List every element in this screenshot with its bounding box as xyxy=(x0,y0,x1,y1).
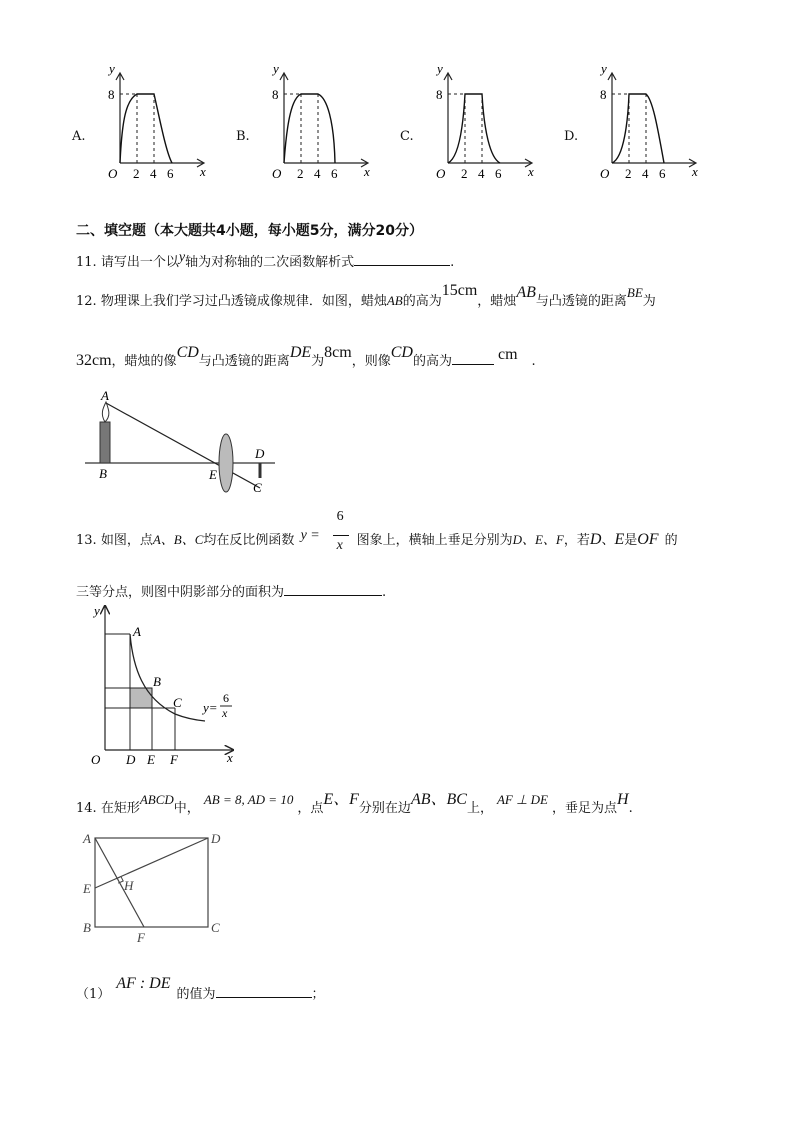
q12-text: 为 xyxy=(642,294,656,309)
axis-label-x: x xyxy=(200,164,206,179)
question-12-line2 xyxy=(76,344,536,369)
q12-text: ，蜡烛 xyxy=(477,294,517,309)
x-tick-label: 4 xyxy=(478,166,485,181)
rectangle-abcd xyxy=(95,838,208,927)
x-tick-label: 2 xyxy=(461,166,468,181)
q12-cd: CD xyxy=(176,344,199,361)
section-heading: 二、填空题（本大题共4小题，每小题5分，满分20分） xyxy=(76,223,423,239)
q14-text: ，点 xyxy=(297,801,324,816)
q12-text: 为 xyxy=(311,354,325,369)
q13-d: D xyxy=(589,531,602,548)
x-tick-label: 6 xyxy=(495,166,502,181)
question-14-part-1 xyxy=(76,975,325,1002)
axis-label-y: y xyxy=(273,61,279,76)
q12-cd: CD xyxy=(390,344,413,361)
x-tick-label: 2 xyxy=(133,166,140,181)
q12-text: 物理课上我们学习过凸透镜成像规律．如图，蜡烛 xyxy=(100,294,387,309)
rectangle-figure xyxy=(80,830,240,950)
axis-label-y: y xyxy=(601,61,607,76)
question-14 xyxy=(76,791,633,816)
label-e: E xyxy=(209,467,217,482)
q11-end: . xyxy=(450,255,455,270)
fraction-bar xyxy=(333,535,349,536)
label-b: B xyxy=(99,466,107,481)
lens xyxy=(219,434,233,492)
origin-label: O xyxy=(600,166,610,181)
axis-label-y: y xyxy=(437,61,443,76)
fn-lhs: y = xyxy=(300,528,320,543)
q12-ab: AB xyxy=(516,284,536,301)
answer-blank[interactable] xyxy=(354,253,450,266)
label-e: E xyxy=(147,752,155,767)
label-h: H xyxy=(124,878,134,893)
q13-sep: 、 xyxy=(601,533,615,548)
x-tick-label: 6 xyxy=(167,166,174,181)
x-tick-label: 6 xyxy=(659,166,666,181)
light-ray xyxy=(106,403,260,488)
x-tick-label: 4 xyxy=(150,166,157,181)
label-e: E xyxy=(83,881,91,896)
q13-text: 是 xyxy=(624,533,638,548)
graph-curve xyxy=(448,94,500,163)
q12-text: 与凸透镜的距离 xyxy=(535,294,627,309)
lens-figure xyxy=(85,390,285,500)
q12-ab: AB xyxy=(386,293,403,308)
q13-text: 如图，点 xyxy=(100,533,153,548)
label-f: F xyxy=(170,752,178,767)
q14-sides: AB、BC xyxy=(410,791,467,808)
fn-denominator: x xyxy=(336,538,343,553)
q14-abcd: ABCD xyxy=(139,792,174,807)
q14-h: H xyxy=(617,791,629,808)
q14-text: 分别在边 xyxy=(358,801,411,816)
x-tick-label: 4 xyxy=(642,166,649,181)
origin-label: O xyxy=(272,166,282,181)
q12-text: 的高为 xyxy=(402,294,442,309)
part-number: （1） xyxy=(76,987,111,1002)
q13-function xyxy=(299,509,357,553)
segment-de xyxy=(95,838,208,888)
x-tick-label: 2 xyxy=(297,166,304,181)
axis-label-x: x xyxy=(692,164,698,179)
q14-text: 在矩形 xyxy=(100,801,140,816)
label-c: C xyxy=(211,920,220,935)
q14-1-end: ； xyxy=(311,987,325,1002)
axis-label-x: x xyxy=(364,164,370,179)
shaded-region xyxy=(130,688,152,708)
q13-of: OF xyxy=(637,531,659,548)
option-label: C. xyxy=(400,129,414,144)
label-c: C xyxy=(253,480,262,495)
answer-blank[interactable] xyxy=(216,985,312,998)
question-13-line2 xyxy=(76,583,386,599)
q12-unit: cm xyxy=(497,346,518,363)
q12-value: 8cm xyxy=(324,344,352,361)
question-11 xyxy=(76,250,455,270)
question-number: 12. xyxy=(76,294,97,309)
q13-points: A、B、C xyxy=(152,532,204,547)
label-c: C xyxy=(173,695,182,710)
origin-label: O xyxy=(108,166,118,181)
option-graphs-svg xyxy=(60,60,760,190)
label-b: B xyxy=(153,674,161,689)
y-tick-label: 8 xyxy=(436,87,443,102)
option-label: B. xyxy=(236,129,250,144)
q13-feet: D、E、F xyxy=(512,532,564,547)
hyperbola-figure xyxy=(85,598,255,768)
answer-blank[interactable] xyxy=(452,352,494,365)
q12-value: 15cm xyxy=(441,282,478,299)
question-number: 11. xyxy=(76,255,97,270)
x-tick-label: 4 xyxy=(314,166,321,181)
axis-label-y: y xyxy=(94,603,100,618)
q13-e: E xyxy=(614,531,625,548)
fn-label: y= xyxy=(203,700,218,715)
graph-curve xyxy=(284,94,335,163)
graph-curve xyxy=(120,94,172,163)
question-13-line1 xyxy=(76,509,678,553)
y-tick-label: 8 xyxy=(272,87,279,102)
q11-text2: 轴为对称轴的二次函数解析式 xyxy=(185,255,355,270)
q14-end: . xyxy=(628,801,633,816)
q14-1-text: 的值为 xyxy=(176,987,216,1002)
fn-label-num: 6 xyxy=(223,691,229,705)
origin-label: O xyxy=(91,752,101,767)
label-a: A xyxy=(83,831,91,846)
y-tick-label: 8 xyxy=(600,87,607,102)
graph-curve xyxy=(612,94,664,163)
label-b: B xyxy=(83,920,91,935)
y-tick-label: 8 xyxy=(108,87,115,102)
axis-label-y: y xyxy=(109,61,115,76)
q12-text: 与凸透镜的距离 xyxy=(198,354,290,369)
q13-end: . xyxy=(382,585,387,600)
question-number: 14. xyxy=(76,801,97,816)
option-graphs xyxy=(60,60,760,190)
q13-text: 图象上，横轴上垂足分别为 xyxy=(356,533,513,548)
label-d: D xyxy=(126,752,136,767)
q14-condition: AB = 8, AD = 10 xyxy=(203,792,294,807)
label-a: A xyxy=(133,624,141,639)
q11-text: 请写出一个以 xyxy=(100,255,179,270)
q14-text: ，垂足为点 xyxy=(552,801,618,816)
q14-text: 中， xyxy=(173,801,200,816)
q14-ratio: AF : DE xyxy=(116,975,171,992)
q13-text: 的 xyxy=(664,533,678,548)
q12-text: ，则像 xyxy=(351,354,391,369)
x-tick-label: 6 xyxy=(331,166,338,181)
q12-de: DE xyxy=(289,344,312,361)
q13-text: 三等分点，则图中阴影部分的面积为 xyxy=(76,585,285,600)
q12-text: ，蜡烛的像 xyxy=(111,354,177,369)
candle xyxy=(100,422,110,463)
q12-end: . xyxy=(531,354,536,369)
fn-label-den: x xyxy=(222,706,228,720)
flame-icon xyxy=(102,402,109,422)
option-label: A. xyxy=(72,129,86,144)
question-12-line1 xyxy=(76,282,656,309)
axis-label-x: x xyxy=(528,164,534,179)
label-d: D xyxy=(211,831,221,846)
answer-blank[interactable] xyxy=(284,583,382,596)
x-tick-label: 2 xyxy=(625,166,632,181)
q14-perp: AF ⊥ DE xyxy=(496,792,548,807)
label-a: A xyxy=(101,388,109,403)
origin-label: O xyxy=(436,166,446,181)
q13-text: 均在反比例函数 xyxy=(203,533,295,548)
label-d: D xyxy=(255,446,265,461)
q12-text: 的高为 xyxy=(412,354,452,369)
option-label: D. xyxy=(564,129,579,144)
q12-value: 32cm xyxy=(76,352,112,369)
axis-label-x: x xyxy=(227,750,233,765)
q14-text: 上， xyxy=(466,801,493,816)
q11-var: y xyxy=(178,250,186,265)
q14-ef: E、F xyxy=(323,791,359,808)
label-f: F xyxy=(137,930,145,945)
fn-numerator: 6 xyxy=(336,509,344,524)
question-number: 13. xyxy=(76,533,97,548)
q13-text: ，若 xyxy=(563,533,590,548)
q12-be: BE xyxy=(626,285,643,300)
